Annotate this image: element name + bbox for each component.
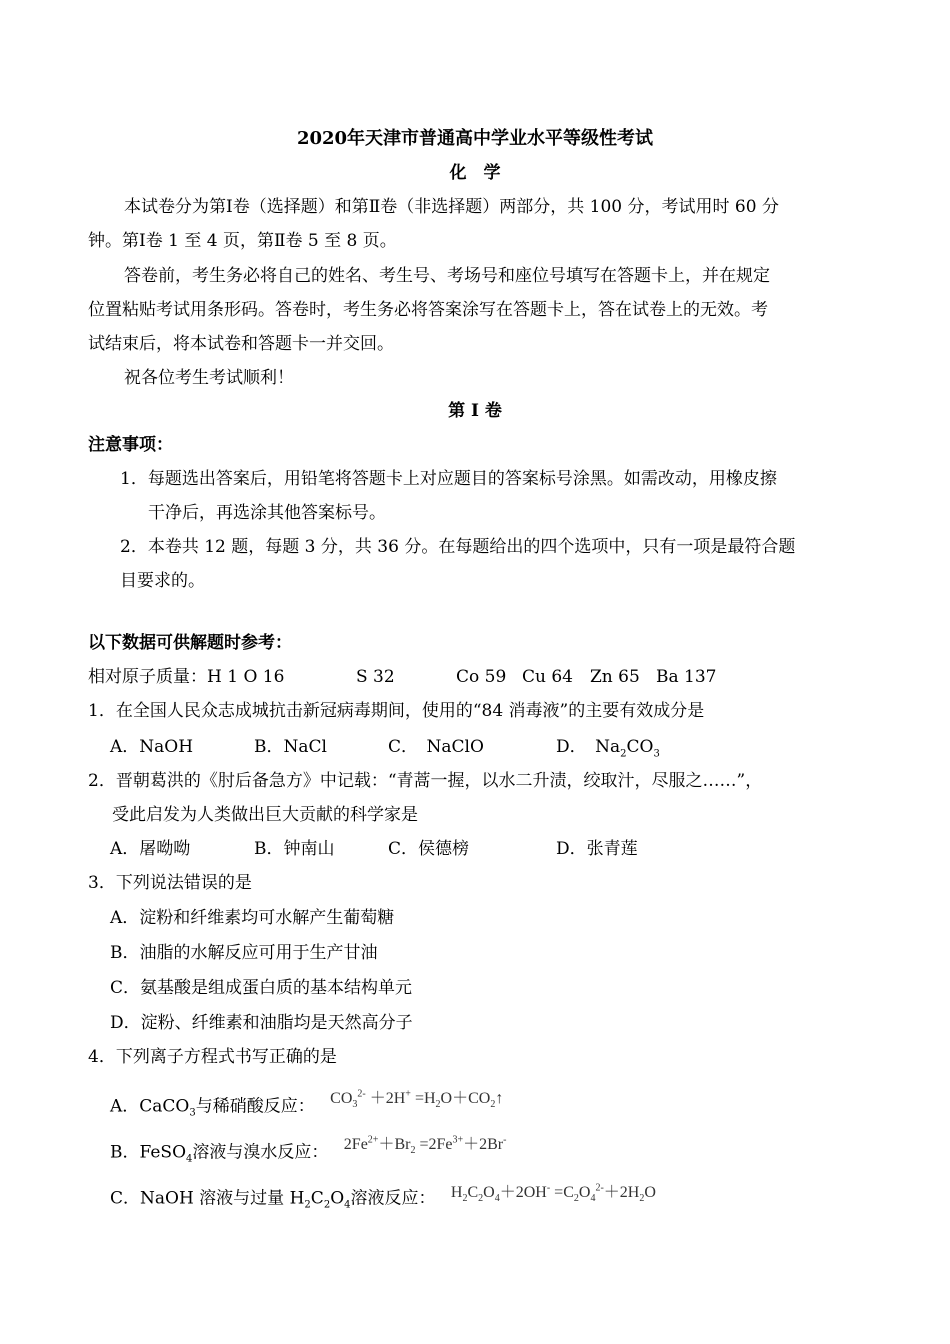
q2-stem-line1: 2．晋朝葛洪的《肘后备急方》中记载：“青蒿一握，以水二升渍，绞取汁，尽服之……”， [88, 771, 763, 791]
intro-p2-line1: 答卷前，考生务必将自己的姓名、考生号、考场号和座位号填写在答题卡上，并在规定 [124, 266, 770, 286]
q2-option-b: B．钟南山 [254, 839, 335, 859]
notice-heading: 注意事项： [88, 435, 173, 455]
q4-equation-c: $H_2C_2O_4+2OH^- =C_2O_4^{2-}+2H_2O$ [450, 1183, 656, 1205]
q4-option-c: C．NaOH 溶液与过量 $H_2C_2O_4$溶液反应： $H_2C_2O_4+2OH^- =C_2O_4^{2-}+2H_2O$ [110, 1183, 656, 1211]
q1-option-b: B．NaCl [254, 737, 327, 757]
atomic-mass-s: S 32 [356, 667, 395, 687]
q1-option-d: D． $Na_2CO_3$ [556, 737, 660, 760]
intro-p2-line2: 位置粘贴考试用条形码。答卷时，考生务必将答案涂写在答题卡上，答在试卷上的无效。考 [88, 300, 768, 320]
note-1-line1: 1．每题选出答案后，用铅笔将答题卡上对应题目的答案标号涂黑。如需改动，用橡皮擦 [120, 469, 777, 489]
q1-option-c: C． NaClO [388, 737, 484, 757]
atomic-mass-zn: Zn 65 [590, 667, 640, 687]
q4-option-a: A．CaCO$_3$与稀硝酸反应： $CO_3^{2-} +2H^+$ $=H_2O+CO_2↑$ [110, 1089, 504, 1119]
q2-option-a: A．屠呦呦 [110, 839, 191, 859]
intro-p2-line3: 试结束后，将本试卷和答题卡一并交回。 [88, 334, 394, 354]
note-1-line2: 干净后，再选涂其他答案标号。 [148, 503, 386, 523]
atomic-mass-ba: Ba 137 [656, 667, 717, 687]
atomic-mass-label: 相对原子质量：H 1 O 16 [88, 667, 285, 687]
q1-option-a: A．NaOH [110, 737, 194, 757]
q4-equation-a: $CO_3^{2-} +2H^+$ $=H_2O+CO_2↑$ [330, 1089, 504, 1111]
q2-stem-line2: 受此启发为人类做出巨大贡献的科学家是 [112, 805, 418, 825]
intro-wish: 祝各位考生考试顺利！ [124, 368, 294, 388]
q3-stem: 3．下列说法错误的是 [88, 873, 252, 893]
q4-option-b: B．FeSO$_4$溶液与溴水反应： $2Fe^{2+}+Br_2 =2Fe^{3+}+2Br^-$ [110, 1135, 507, 1165]
q1-stem: 1．在全国人民众志成城抗击新冠病毒期间，使用的“84 消毒液”的主要有效成分是 [88, 701, 705, 721]
intro-p1-line1: 本试卷分为第Ⅰ卷（选择题）和第Ⅱ卷（非选择题）两部分，共 100 分，考试用时 60 分 [124, 197, 779, 217]
q3-option-a: A．淀粉和纤维素均可水解产生葡萄糖 [110, 908, 395, 928]
atomic-mass-cu: Cu 64 [522, 667, 573, 687]
q4-stem: 4．下列离子方程式书写正确的是 [88, 1047, 337, 1067]
q2-option-d: D．张青莲 [556, 839, 638, 859]
section-title: 第 I 卷 [448, 401, 502, 421]
note-2-line2: 目要求的。 [120, 571, 205, 591]
atomic-mass-co: Co 59 [456, 667, 507, 687]
subject-title: 化 学 [449, 163, 501, 183]
q3-option-d: D．淀粉、纤维素和油脂均是天然高分子 [110, 1013, 413, 1033]
intro-p1-line2: 钟。第Ⅰ卷 1 至 4 页，第Ⅱ卷 5 至 8 页。 [88, 231, 397, 251]
q4-equation-b: $2Fe^{2+}+Br_2 =2Fe^{3+}+2Br^-$ [343, 1135, 507, 1157]
exam-title: 2020年天津市普通高中学业水平等级性考试 [296, 128, 654, 149]
q2-option-c: C．侯德榜 [388, 839, 470, 859]
q3-option-b: B．油脂的水解反应可用于生产甘油 [110, 943, 378, 963]
note-2-line1: 2．本卷共 12 题，每题 3 分，共 36 分。在每题给出的四个选项中，只有一项是最符合题 [120, 537, 796, 557]
reference-heading: 以下数据可供解题时参考： [88, 633, 292, 653]
q3-option-c: C．氨基酸是组成蛋白质的基本结构单元 [110, 978, 413, 998]
